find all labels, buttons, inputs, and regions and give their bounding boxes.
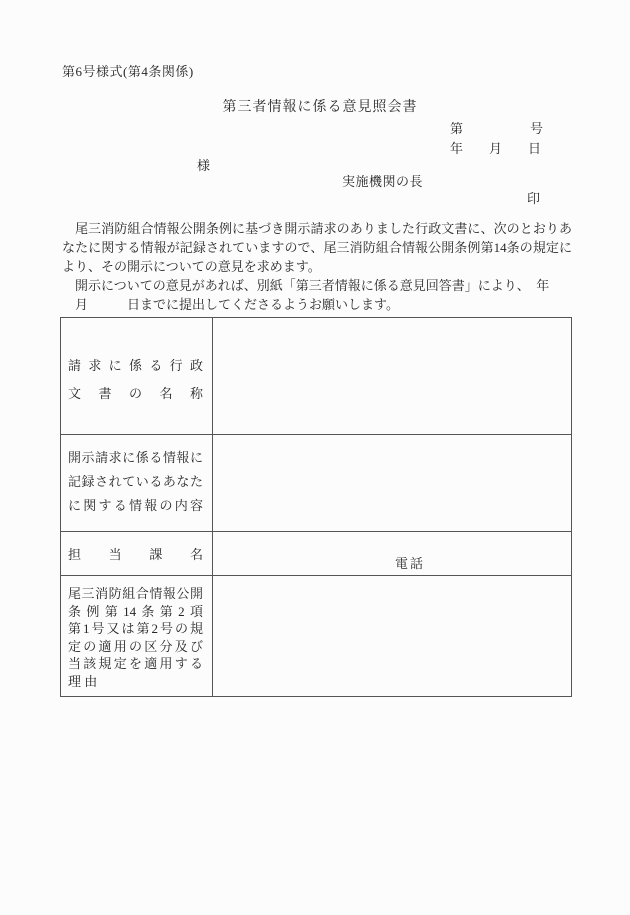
row4-value-cell	[213, 576, 571, 696]
body-text	[62, 219, 572, 314]
date-year-label: 年	[450, 141, 464, 156]
date-month-label: 月	[488, 141, 502, 156]
row3-value-cell	[213, 532, 571, 575]
body-paragraph-2-line-2: 月 日までに提出してくださるようお願いします。	[62, 297, 399, 312]
row4-label-line-3: 第1号又は第2号の規	[68, 621, 203, 636]
doc-number-suffix: 号	[529, 121, 543, 136]
row1-label	[61, 318, 213, 434]
body-paragraph-1: 尾三消防組合情報公開条例に基づき開示請求のありました行政文書に、次のとおりあなたに関する情報が記録されていますので、尾三消防組合情報公開条例第14条の規定により、その開示についての意見を求めます。	[62, 221, 572, 274]
row2-label	[61, 435, 213, 531]
row1-label-line-2: 文 書 の 名 称	[68, 386, 203, 401]
info-table	[60, 317, 572, 697]
row2-label-line-3: に関する情報の内容	[68, 498, 203, 513]
row3-label	[61, 532, 213, 575]
addressee-suffix: 様	[197, 158, 211, 173]
row2-label-line-1: 開示請求に係る情報に	[68, 450, 203, 465]
document-title: 第三者情報に係る意見照会書	[222, 100, 418, 115]
row1-value-cell	[213, 318, 571, 434]
row4-label-line-4: 定の適用の区分及び	[68, 638, 203, 654]
table-row-applicable-provision	[61, 576, 571, 696]
sender-title: 実施機関の長	[342, 174, 424, 189]
date-day-label: 日	[527, 141, 541, 156]
row4-label-line-6: 理 由	[68, 673, 98, 689]
seal-mark: 印	[527, 191, 541, 206]
document-number-line	[450, 118, 543, 137]
row3-label-line-1: 担 当 課 名	[68, 547, 203, 562]
phone-label: 電話	[395, 556, 426, 571]
table-row-department	[61, 532, 571, 576]
row4-label-line-5: 当該規定を適用する	[68, 656, 203, 671]
row4-label	[61, 576, 213, 696]
table-row-information-content	[61, 435, 571, 532]
body-paragraph-2-line-1: 開示についての意見があれば、別紙「第三者情報に係る意見回答書」により、 年	[62, 278, 550, 293]
row2-label-line-2: 記録されているあなた	[68, 474, 203, 489]
row4-label-line-1: 尾三消防組合情報公開	[68, 586, 203, 601]
date-line	[450, 138, 541, 157]
table-row-document-name	[61, 318, 571, 435]
row2-value-cell	[213, 435, 571, 531]
form-number: 第6号様式(第4条関係)	[62, 64, 194, 79]
doc-number-prefix: 第	[450, 121, 464, 136]
row1-label-line-1: 請 求 に 係 る 行 政	[68, 358, 203, 373]
row4-label-line-2: 条例第14条第2項	[68, 603, 203, 619]
